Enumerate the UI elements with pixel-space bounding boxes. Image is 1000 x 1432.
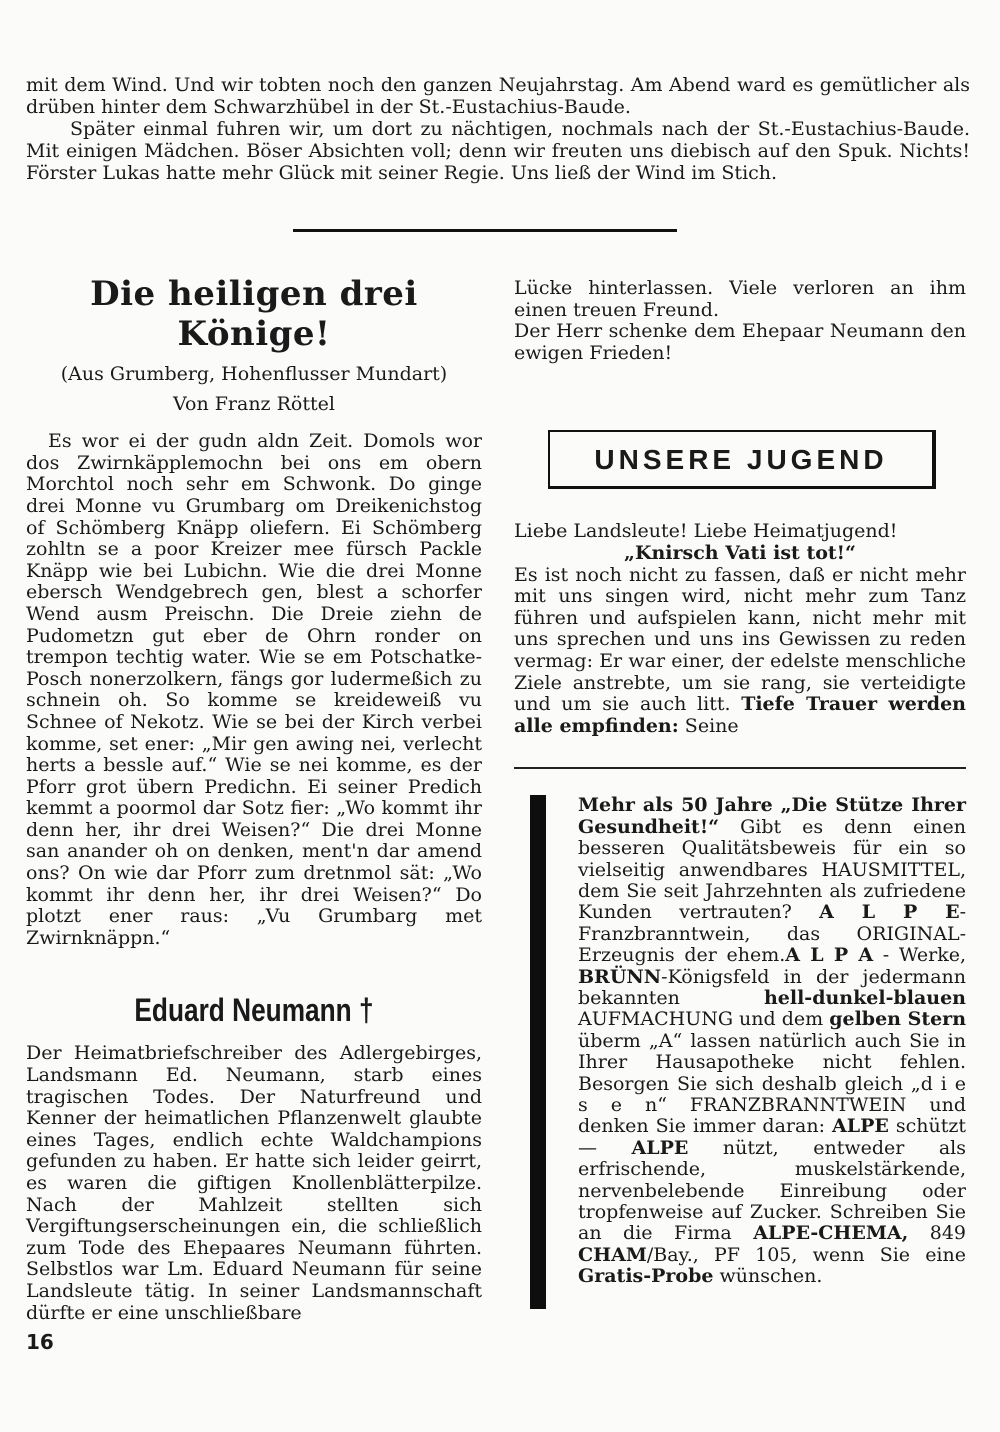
ad-bold-1: Mehr als 50 Jahre „Die Stütze Ihrer Gesundheit!“	[578, 794, 966, 838]
ad-divider	[514, 767, 966, 769]
ad-bold-6: gelben Stern	[829, 1008, 967, 1031]
right-column	[514, 278, 966, 1288]
article-author: Von Franz Röttel	[173, 392, 335, 415]
ad-text-1: Gibt es denn einen besseren Qualitätsbeweis für ein so vielseitig anwendbares HAUSMITTEL, dem Sie seit Jahrzehnten als zufriedene Kunden vertrauten?	[578, 815, 966, 924]
ad-bar	[530, 795, 546, 1309]
ad-text-10: /Bay., PF 105, wenn Sie eine	[646, 1243, 966, 1266]
top-paragraph-1: mit dem Wind. Und wir tobten noch den ganzen Neujahrstag. Am Abend ward es gemütlicher als drüben hinter dem Schwarzhübel in der St.-Eustachius-Baude.	[26, 74, 970, 118]
ad-bold-2: A L P E	[819, 901, 960, 924]
top-paragraph-2: Später einmal fuhren wir, um dort zu nächtigen, nochmals nach der St.-Eustachius-Baude. Mit einigen Mädchen. Böser Absichten voll; denn wir freuten uns diebisch auf den Spuk. Nichts! Förster Lukas hatte mehr Glück mit seiner Regie. Uns ließ der Wind im Stich.	[26, 118, 970, 184]
ad-bold-7: ALPE	[831, 1115, 889, 1138]
article-closing: Der Herr schenke dem Ehepaar Neumann den ewigen Frieden!	[514, 320, 966, 364]
article-title-koenige: Die heiligen drei Könige!	[90, 274, 418, 354]
ad-text-11: wünschen.	[713, 1265, 823, 1288]
ad-text	[578, 795, 966, 1287]
ad-bold-11: Gratis-Probe	[578, 1265, 714, 1288]
ad-text-4: -Königsfeld in der jedermann bekannten	[578, 965, 966, 1009]
quote-title: „Knirsch Vati ist tot!“	[624, 541, 856, 564]
section-divider	[293, 229, 677, 232]
ad-bold-9: ALPE-CHEMA,	[753, 1222, 909, 1245]
section-title: UNSERE JUGEND	[594, 443, 888, 475]
advertisement	[530, 795, 966, 1287]
left-column	[26, 268, 482, 1324]
page-number: 16	[26, 1330, 54, 1354]
ad-text-2: -Franzbranntwein, das ORIGINAL-Erzeugnis der ehem.	[578, 901, 967, 967]
section-body-tail: Seine	[678, 714, 739, 737]
article-subtitle: (Aus Grumberg, Hohenflusser Mundart)	[60, 363, 448, 385]
section-box-title	[548, 430, 936, 489]
section-body-text: Es ist noch nicht zu fassen, daß er nicht mehr mit uns singen wird, nicht mehr zum Tanz führen und aufspielen kann, nicht mehr mit uns sprechen und uns ins Gewissen zu reden vermag: Er war einer, der edelste menschliche Ziele anstrebte, um sie rang, sie verteidigte und um sie auch litt.	[514, 563, 966, 716]
article-body-koenige: Es wor ei der gudn aldn Zeit. Domols wor dos Zwirnkäpplemochn bei ons em obern Morchtol noch sehr em Schwonk. Do ginge drei Monne vu Grumbarg om Dreikenichstog of Schömberg Knäpp oliefern. Ei Schömberg zohltn se a poor Kreizer mee fürsch Packle Knäpp wie bei Lubichn. Wie die drei Monne ebersch Wendgebrech gen, blest a schorfer Wend ausm Preischn. Die Dreie ziehn de Pudometzn gut eber de Ohrn ronder on trempon techtig water. Wie se em Potschatke-Posch nonerzolkern, fängs gor ludermeßich zu schnein oh. So komme se kreideweiß vu Schnee of Nekotz. Wie se bei der Kirch verbei komme, set ener: „Mir gen awing nei, verlecht herts a bessle auf.“ Wie se nei komme, es der Pforr grot übern Predichn. Ei seiner Predich kemmt a poormol dar Sotz fier: „Wo kommt ihr denn her, ihr drei Weisen?“ Die drei Monne san anander oh on denken, ment'n dar amend ons? On wie dar Pforr zum dretnmol sät: „Wo kommt ihr denn her, ihr drei Weisen?“ Do plotzt ener raus: „Vu Grumbarg met Zwirnknäppn.“	[26, 430, 482, 949]
ad-text-5: AUFMACHUNG und dem	[578, 1008, 830, 1031]
ad-bold-3: A L P A	[785, 944, 874, 967]
ad-text-8: nützt, entweder als erfrischende, muskelstärkende, nervenbelebende Einreibung oder tropfenweise auf Zucker. Schreiben Sie an die Firma	[578, 1136, 966, 1245]
ad-text-9: 849	[908, 1222, 966, 1245]
ad-text-7: schützt —	[578, 1115, 967, 1159]
article-body-neumann: Der Heimatbriefschreiber des Adlergebirges, Landsmann Ed. Neumann, starb eines tragischen Todes. Der Naturfreund und Kenner der heimatlichen Pflanzenwelt glaubte eines Tages, endlich echte Waldchampions gefunden zu haben. Er hatte sich leider geirrt, es waren die giftigen Knollenblätterpilze. Nach der Mahlzeit stellten sich Vergiftungserscheinungen ein, die schließlich zum Tode des Ehepaares Neumann führten. Selbstlos war Lm. Eduard Neumann für seine Landsleute tätig. In seiner Landsmannschaft dürfte er eine unschließbare	[26, 1042, 482, 1324]
ad-bold-4: BRÜNN	[578, 965, 662, 988]
article-body-neumann-continued: Lücke hinterlassen. Viele verloren an ihm einen treuen Freund.	[514, 277, 966, 321]
top-continuation	[26, 74, 970, 184]
ad-text-3: - Werke,	[873, 944, 966, 967]
section-body	[514, 565, 966, 738]
section-body-bold: Tiefe Trauer werden alle empfinden:	[514, 693, 966, 737]
ad-bold-10: CHAM	[578, 1243, 647, 1266]
greeting: Liebe Landsleute! Liebe Heimatjugend!	[514, 520, 898, 543]
ad-bold-8: ALPE	[631, 1136, 689, 1159]
ad-text-6: überm „A“ lassen natürlich auch Sie in Ihrer Hausapotheke nicht fehlen. Besorgen Sie sich deshalb gleich „d i e s e n“ FRANZBRANNTWEIN und denken Sie immer daran:	[578, 1029, 966, 1138]
ad-bold-5: hell-dunkel-blauen	[763, 986, 966, 1009]
article-title-neumann: Eduard Neumann †	[134, 992, 374, 1029]
